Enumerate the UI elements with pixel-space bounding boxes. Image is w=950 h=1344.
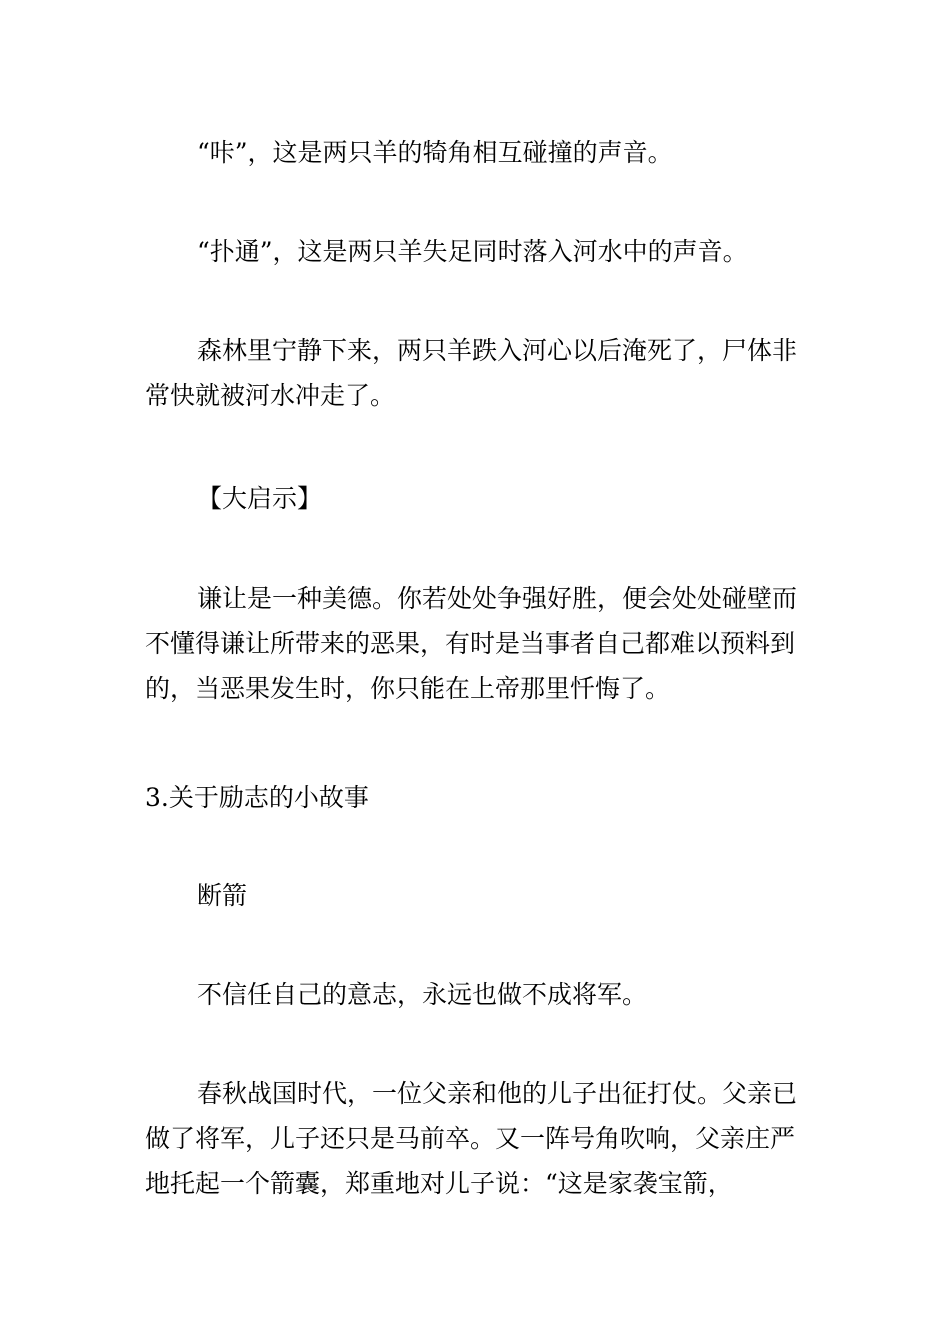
paragraph-sheep-fall-river: “扑通”，这是两只羊失足同时落入河水中的声音。 (197, 237, 748, 266)
paragraph-sheep-horns-clash: “咔”，这是两只羊的犄角相互碰撞的声音。 (197, 138, 673, 167)
paragraph-story-motto: 不信任自己的意志，永远也做不成将军。 (197, 980, 648, 1009)
paragraph-story-opening: 春秋战国时代，一位父亲和他的儿子出征打仗。父亲已做了将军，儿子还只是马前卒。又一阵号角吹响，父亲庄严地托起一个箭囊，郑重地对儿子说：“这是家袭宝箭， (145, 1079, 798, 1198)
section-heading-revelation: 【大启示】 (197, 484, 323, 513)
chapter-heading-inspirational-story: 3.关于励志的小故事 (145, 783, 369, 812)
paragraph-modesty-virtue: 谦让是一种美德。你若处处争强好胜，便会处处碰壁而不懂得谦让所带来的恶果，有时是当事者自己都难以预料到的，当恶果发生时，你只能在上帝那里忏悔了。 (145, 584, 798, 703)
paragraph-forest-quiet: 森林里宁静下来，两只羊跌入河心以后淹死了，尸体非常快就被河水冲走了。 (145, 336, 798, 410)
story-title-broken-arrow: 断箭 (197, 881, 248, 910)
